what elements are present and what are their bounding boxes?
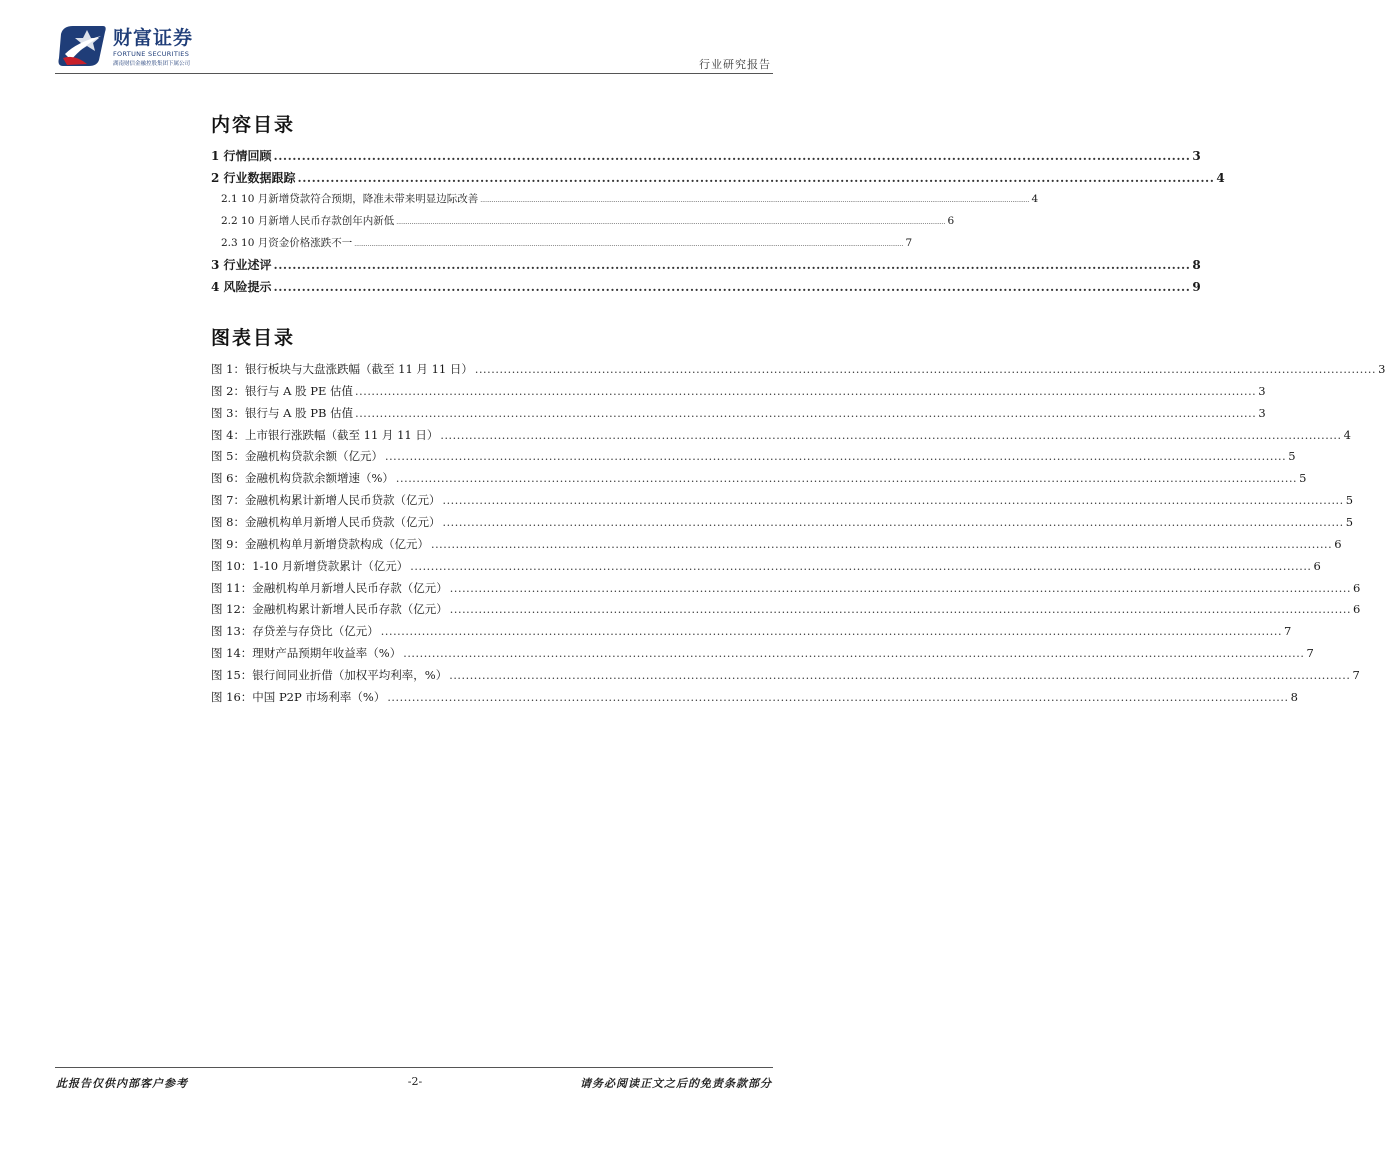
figure-item[interactable] xyxy=(211,536,1342,554)
figure-item-page: 7 xyxy=(1306,646,1314,660)
toc-leader: ................................................................................................................................................................................................................................................................................................ xyxy=(354,241,904,248)
toc-item[interactable] xyxy=(211,147,1201,165)
figure-item[interactable] xyxy=(211,689,1298,707)
logo-subtitle: 湖南财信金融控股集团下属公司 xyxy=(113,61,191,67)
toc-leader: ................................................................................................................................................................................................................................................................................................ xyxy=(396,219,946,226)
figure-leader: ............................................................................................................................................................................................................................ xyxy=(355,384,1257,398)
toc-leader: .................................................................................................................................................................................................... xyxy=(273,280,1191,294)
figure-item[interactable] xyxy=(211,601,1361,619)
figure-leader: ............................................................................................................................................................................................................................ xyxy=(449,668,1351,682)
figure-leader: ............................................................................................................................................................................................................................ xyxy=(380,625,1283,639)
header-divider xyxy=(55,73,773,74)
figure-item-page: 3 xyxy=(1378,362,1385,376)
toc-item-label: 4 风险提示 xyxy=(211,280,272,294)
footer-disclaimer-right: 请务必阅读正文之后的免责条款部分 xyxy=(580,1077,772,1090)
figure-item-label: 图 4：上市银行涨跌幅（截至 11 月 11 日） xyxy=(211,427,439,442)
figure-item-label: 图 6：金融机构贷款余额增速（%） xyxy=(211,471,394,486)
figure-item-page: 7 xyxy=(1352,667,1360,682)
page-number: -2- xyxy=(407,1075,423,1088)
toc-title: 内容目录 xyxy=(211,114,296,136)
toc-item[interactable] xyxy=(221,191,1039,209)
figure-item[interactable] xyxy=(211,667,1360,685)
figure-item-page: 4 xyxy=(1343,427,1351,442)
figure-leader: ............................................................................................................................................................................................................................ xyxy=(403,647,1305,660)
toc-item-label: 2.3 10 月资金价格涨跌不一 xyxy=(221,237,353,249)
toc-item-page: 6 xyxy=(947,215,955,227)
toc-item-label: 3 行业述评 xyxy=(211,258,272,272)
figure-item-page: 5 xyxy=(1345,515,1354,529)
figure-leader: ............................................................................................................................................................................................................................ xyxy=(355,406,1257,420)
figure-item[interactable] xyxy=(211,470,1307,488)
footer-disclaimer-left: 此报告仅供内部客户参考 xyxy=(56,1077,188,1090)
toc-item-label: 2.1 10 月新增贷款符合预期，降准未带来明显边际改善 xyxy=(221,193,479,205)
figure-leader: ............................................................................................................................................................................................................................ xyxy=(449,603,1352,617)
figure-item[interactable] xyxy=(211,558,1321,576)
figure-item-label: 图 8：金融机构单月新增人民币贷款（亿元） xyxy=(211,515,441,529)
figure-item-page: 3 xyxy=(1258,405,1266,420)
figure-item-label: 图 10：1-10 月新增贷款累计（亿元） xyxy=(211,558,409,573)
figures-title: 图表目录 xyxy=(211,327,296,349)
report-type: 行业研究报告 xyxy=(699,58,771,71)
figure-item-label: 图 12：金融机构累计新增人民币存款（亿元） xyxy=(211,602,448,617)
figure-item[interactable] xyxy=(211,645,1314,663)
figure-item-label: 图 9：金融机构单月新增贷款构成（亿元） xyxy=(211,536,429,551)
page-header xyxy=(55,22,773,74)
toc-item[interactable] xyxy=(211,278,1201,296)
figure-leader: ............................................................................................................................................................................................................................ xyxy=(442,494,1344,508)
figure-item-page: 5 xyxy=(1288,449,1296,464)
toc-item[interactable] xyxy=(221,213,955,231)
toc-item-label: 1 行情回顾 xyxy=(211,149,272,163)
figure-item[interactable] xyxy=(211,448,1296,466)
figure-leader: ............................................................................................................................................................................................................................ xyxy=(440,428,1342,442)
figure-item[interactable] xyxy=(211,580,1361,598)
footer-divider xyxy=(55,1067,773,1068)
company-logo xyxy=(55,22,215,70)
toc-item-page: 4 xyxy=(1031,193,1039,205)
figure-item-label: 图 3：银行与 A 股 PB 估值 xyxy=(211,405,354,420)
figure-item-label: 图 13：存贷差与存贷比（亿元） xyxy=(211,624,379,639)
figure-item-page: 5 xyxy=(1299,471,1307,486)
toc-leader: .................................................................................................................................................................................................... xyxy=(273,149,1191,163)
figure-item-page: 6 xyxy=(1353,602,1361,617)
toc-leader: ................................................................................................................................................................................................................................................................................................ xyxy=(480,197,1030,204)
toc-item-page: 4 xyxy=(1216,171,1225,185)
toc-item-page: 3 xyxy=(1192,149,1201,163)
toc-item-label: 2 行业数据跟踪 xyxy=(211,171,296,185)
toc-item[interactable] xyxy=(211,256,1201,274)
figure-item[interactable] xyxy=(211,427,1351,445)
figure-item[interactable] xyxy=(211,492,1354,510)
toc-leader: .................................................................................................................................................................................................... xyxy=(273,258,1191,272)
logo-english-name: FORTUNE SECURITIES xyxy=(113,50,190,58)
figure-item-label: 图 16：中国 P2P 市场利率（%） xyxy=(211,689,386,704)
figure-leader: ............................................................................................................................................................................................................................ xyxy=(474,363,1377,376)
figure-leader: ............................................................................................................................................................................................................................ xyxy=(387,690,1289,704)
figure-item-page: 3 xyxy=(1258,383,1266,398)
figure-leader: ............................................................................................................................................................................................................................ xyxy=(430,537,1333,551)
figure-item-page: 5 xyxy=(1345,493,1354,508)
figure-item[interactable] xyxy=(211,361,1385,379)
figure-leader: ............................................................................................................................................................................................................................ xyxy=(384,450,1287,464)
toc-item-page: 7 xyxy=(905,237,913,249)
toc-item-page: 9 xyxy=(1192,280,1201,294)
logo-chinese-name: 财富证券 xyxy=(113,27,194,49)
figure-item-page: 6 xyxy=(1313,558,1321,573)
figure-leader: ............................................................................................................................................................................................................................ xyxy=(442,516,1344,529)
fortune-logo-icon xyxy=(57,24,109,68)
figure-item[interactable] xyxy=(211,405,1266,423)
toc-item[interactable] xyxy=(221,235,913,253)
figure-item-page: 7 xyxy=(1284,624,1292,639)
figure-item[interactable] xyxy=(211,623,1292,641)
figure-item-label: 图 5：金融机构贷款余额（亿元） xyxy=(211,449,383,464)
figure-item[interactable] xyxy=(211,383,1266,401)
figure-item-label: 图 15：银行间同业折借（加权平均利率，%） xyxy=(211,667,448,682)
figure-item-label: 图 1：银行板块与大盘涨跌幅（截至 11 月 11 日） xyxy=(211,362,473,376)
figure-leader: ............................................................................................................................................................................................................................ xyxy=(395,472,1298,486)
figure-item-page: 6 xyxy=(1353,580,1361,595)
figure-leader: ............................................................................................................................................................................................................................ xyxy=(449,581,1352,595)
figure-item[interactable] xyxy=(211,514,1354,532)
toc-item[interactable] xyxy=(211,169,1225,187)
figure-item-label: 图 2：银行与 A 股 PE 估值 xyxy=(211,383,354,398)
figure-item-page: 6 xyxy=(1334,536,1342,551)
toc-item-page: 8 xyxy=(1192,258,1201,272)
figure-item-label: 图 11：金融机构单月新增人民币存款（亿元） xyxy=(211,580,448,595)
figure-item-page: 8 xyxy=(1290,689,1298,704)
figure-item-label: 图 7：金融机构累计新增人民币贷款（亿元） xyxy=(211,493,441,508)
toc-item-label: 2.2 10 月新增人民币存款创年内新低 xyxy=(221,215,395,227)
figure-leader: ............................................................................................................................................................................................................................ xyxy=(410,559,1312,573)
figure-item-label: 图 14：理财产品预期年收益率（%） xyxy=(211,646,402,660)
toc-leader: .................................................................................................................................................................................................... xyxy=(297,171,1215,185)
